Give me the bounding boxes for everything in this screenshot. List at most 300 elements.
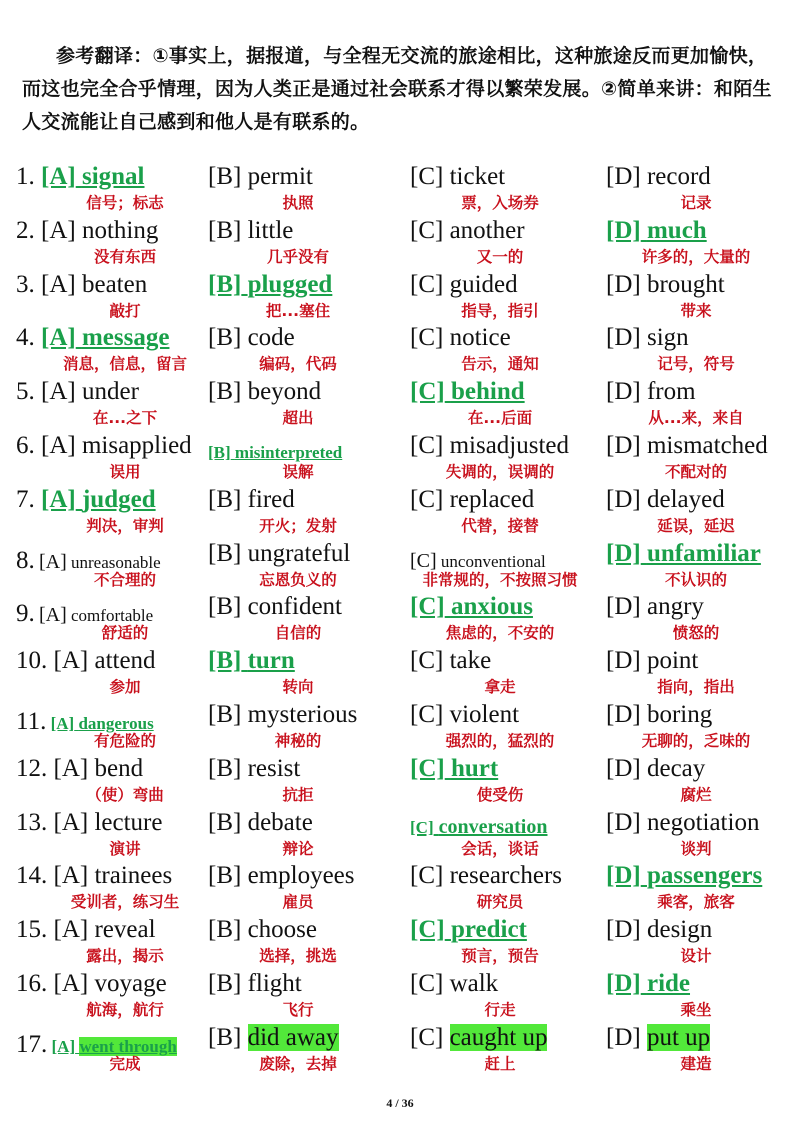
option-chinese: 在...之下 [92,409,158,428]
option-english [208,808,313,838]
option-chinese: 带来 [680,301,712,320]
option-english [16,270,147,300]
option-text [606,486,725,513]
option-letter: [B] [208,754,242,782]
option-word: conversation [438,815,548,838]
question-row [16,270,792,324]
option-chinese: 记录 [680,194,712,212]
question-number: 12. [16,754,48,782]
option-word: did away [247,1023,339,1051]
option-english [606,270,725,300]
option-english [606,592,704,622]
option-letter: [D] [606,808,641,836]
question-number: 2. [16,216,35,244]
option-letter: [A] [41,431,76,459]
option-word: predict [450,916,527,944]
option-chinese: 在...后面 [467,409,533,428]
option-word: delayed [646,485,725,513]
option-english [606,1023,710,1053]
question-number: 1. [16,163,35,190]
option-word: ticket [449,163,506,190]
option-english [16,915,156,945]
option-word: attend [94,647,156,675]
option-word: ride [646,969,691,997]
option-letter: [D] [606,216,641,244]
option-letter: [A] [51,1036,76,1056]
question-number: 9. [16,600,35,628]
option-word: mysterious [247,700,358,728]
option-text [208,916,317,943]
question-row [16,646,792,700]
question-row [16,216,792,270]
option-english [16,754,143,784]
option-letter: [C] [410,916,445,944]
option-chinese: 无聊的，乏味的 [641,731,751,750]
option-english [410,915,527,945]
option-english [208,754,300,784]
option-english [410,1023,547,1053]
option-letter: [D] [606,916,641,944]
option-english [606,915,712,945]
option-english [606,377,696,407]
option-word: passengers [646,862,763,890]
option-english [410,485,534,515]
option-word: code [247,324,295,352]
option-text [410,163,505,190]
option-letter: [A] [41,270,76,298]
option-letter: [D] [606,647,641,675]
option-text [410,217,525,244]
option-english [606,646,698,676]
option-letter: [C] [410,754,445,782]
option-chinese: 记号，符号 [657,355,735,374]
option-text [208,378,321,405]
option-english [410,377,525,407]
question-row [16,377,792,431]
option-word: signal [81,163,145,190]
question-number: 16. [16,969,48,997]
option-letter: [D] [606,862,641,890]
correct-answer [41,163,145,190]
option-chinese: 使受伤 [476,785,524,804]
option-chinese: 拿走 [484,678,516,697]
option-chinese: 误解 [282,462,314,481]
option-english [410,646,491,676]
option-letter: [D] [606,754,641,782]
option-word: behind [450,378,525,406]
option-word: angry [646,593,704,621]
option-letter: [C] [410,1023,444,1051]
question-row [16,431,792,485]
option-chinese: 辩论 [282,839,314,858]
option-word: message [81,324,170,352]
option-english [16,377,139,407]
correct-answer [208,443,342,462]
option-english [606,162,711,192]
correct-answer [606,862,762,889]
option-letter: [C] [410,647,444,675]
option-word: confident [247,593,342,621]
option-chinese: 延误，延迟 [657,516,735,535]
option-word: flight [247,969,302,997]
option-english [208,592,342,622]
option-letter: [D] [606,270,641,298]
option-text [54,916,156,943]
option-word: anxious [450,593,533,621]
option-word: ungrateful [247,539,351,567]
option-letter: [A] [41,324,76,352]
option-letter: [C] [410,378,445,406]
option-text [606,755,705,782]
option-word: choose [247,916,317,944]
option-letter: [B] [208,862,242,890]
option-word: reveal [94,916,156,944]
option-text [208,324,295,351]
option-letter: [B] [208,700,242,728]
question-number: 10. [16,647,48,675]
option-letter: [C] [410,593,445,621]
option-word: negotiation [646,808,760,836]
question-number: 14. [16,862,48,890]
option-chinese: 飞行 [282,1000,314,1019]
option-text [606,916,712,943]
correct-answer [41,486,156,513]
option-chinese: 误用 [109,462,141,481]
option-english [16,162,145,192]
option-word: unreasonable [71,552,161,572]
option-letter: [B] [208,539,242,567]
option-word: notice [449,324,511,352]
option-word: little [247,216,294,244]
option-letter: [D] [606,1023,641,1051]
option-chinese: 判决，审判 [86,516,164,535]
option-letter: [B] [208,216,242,244]
option-english [410,592,533,622]
option-english [16,861,172,891]
option-word: walk [449,969,499,997]
option-text [606,593,704,620]
option-text [410,324,511,351]
option-letter: [A] [53,969,89,997]
option-text [410,701,519,728]
option-english [410,861,562,891]
correct-answer [41,324,169,351]
option-english [208,485,295,515]
option-chinese: （使）弯曲 [86,785,164,804]
option-chinese: 赶上 [484,1054,516,1073]
option-word: plugged [247,270,333,298]
question-number: 17. [16,1030,48,1058]
option-letter: [D] [606,593,641,621]
option-text [208,970,302,997]
option-letter: [A] [41,485,76,513]
option-letter: [C] [410,163,444,190]
option-english [208,861,355,891]
option-english [16,808,162,838]
correct-answer [606,970,690,997]
option-english [208,162,313,192]
question-number: 13. [16,808,48,836]
option-chinese: 抗拒 [282,785,314,804]
option-english [410,323,511,353]
question-row [16,592,792,646]
option-text [208,1024,339,1051]
option-text [41,432,192,459]
option-chinese: 完成 [109,1054,141,1073]
option-english [16,216,158,246]
option-chinese: 不配对的 [664,462,727,481]
question-row [16,808,792,862]
option-word: went through [79,1036,177,1056]
correct-answer [606,540,761,567]
option-english [410,969,498,999]
option-chinese: 神秘的 [274,731,322,750]
option-word: guided [449,270,518,298]
option-letter: [B] [208,808,242,836]
question-row [16,861,792,915]
option-text [208,755,300,782]
option-chinese: 忘恩负义的 [259,570,337,589]
option-english [208,323,295,353]
option-english [410,270,518,300]
option-word: record [646,163,711,190]
option-letter: [A] [53,862,89,890]
option-letter: [A] [39,604,67,627]
correct-answer [410,593,533,620]
option-text [208,862,355,889]
reference-translation [22,40,784,139]
question-number: 4. [16,324,35,352]
option-chinese: 废除，去掉 [259,1054,337,1073]
option-chinese: 预言，预告 [461,947,539,966]
option-text [54,970,167,997]
option-text [208,701,357,728]
option-text [606,271,725,298]
option-word: sign [646,324,689,352]
option-english [208,216,293,246]
option-english [16,969,167,999]
option-word: boring [646,700,713,728]
correct-answer [606,217,707,244]
option-english [606,969,690,999]
option-english [606,539,761,569]
option-word: unconventional [440,551,546,571]
option-chinese: 非常规的，不按照习惯 [422,570,578,589]
option-text [54,809,163,836]
option-letter: [D] [606,700,641,728]
option-chinese: 腐烂 [680,785,712,804]
option-word: debate [247,808,313,836]
option-text [41,378,139,405]
option-word: misadjusted [449,431,570,459]
option-english [16,323,169,353]
option-chinese: 谈判 [680,839,712,858]
option-letter: [A] [53,808,89,836]
option-chinese: 会话，谈话 [461,839,539,858]
option-chinese: 受训者，练习生 [70,893,180,912]
option-english [606,323,689,353]
option-english [208,915,317,945]
question-row [16,1023,792,1077]
option-text [208,540,350,567]
question-row [16,754,792,808]
option-letter: [C] [410,817,434,837]
vocabulary-list [16,162,792,1077]
option-chinese: 演讲 [109,839,141,858]
option-word: researchers [449,862,562,890]
option-word: design [646,916,713,944]
option-chinese: 自信的 [274,624,322,643]
option-chinese: 信号；标志 [86,194,164,212]
option-text [606,324,689,351]
option-word: point [646,647,699,675]
option-word: from [646,378,696,406]
option-chinese: 从...来，来自 [648,409,744,428]
option-letter: [D] [606,163,641,190]
option-chinese: 指向，指出 [657,678,735,697]
option-letter: [A] [39,550,67,573]
correct-answer [410,378,525,405]
option-letter: [B] [208,378,242,406]
option-chinese: 有危险的 [93,731,156,750]
option-word: nothing [81,216,159,244]
correct-answer [208,647,295,674]
option-chinese: 露出，揭示 [86,947,164,966]
option-letter: [B] [208,442,231,462]
option-letter: [B] [208,647,242,675]
option-text [606,1024,710,1051]
option-letter: [D] [606,324,641,352]
option-chinese: 设计 [680,947,712,966]
option-english [208,1023,339,1053]
option-word: beaten [81,270,148,298]
question-number: 3. [16,270,35,298]
option-chinese: 雇员 [282,893,314,912]
option-letter: [B] [208,1023,242,1051]
option-chinese: 执照 [282,194,314,212]
option-word: decay [646,754,706,782]
option-chinese: 许多的，大量的 [641,247,751,266]
question-row [16,915,792,969]
option-letter: [A] [53,754,89,782]
correct-answer [208,271,332,298]
option-word: replaced [449,485,535,513]
option-letter: [C] [410,700,444,728]
option-chinese: 不认识的 [664,570,727,589]
question-row [16,700,792,754]
option-chinese: 焦虑的，不安的 [445,624,555,643]
option-text [606,163,711,190]
option-text [410,271,518,298]
page-number: 4 / 36 [386,1096,414,1110]
option-english [410,162,505,192]
option-letter: [A] [41,216,76,244]
option-word: dangerous [78,713,154,733]
option-letter: [D] [606,969,641,997]
option-letter: [C] [410,270,444,298]
correct-answer [410,755,498,782]
option-letter: [C] [410,485,444,513]
option-letter: [B] [208,485,242,513]
question-row [16,162,792,216]
option-english [606,754,705,784]
option-chinese: 票，入场券 [461,194,539,212]
option-english [606,216,707,246]
option-chinese: 消息，信息，留言 [62,355,187,374]
option-english [16,646,156,676]
option-text [606,809,759,836]
option-text [54,755,144,782]
translation-paragraph: 参考翻译：①事实上，据报道，与全程无交流的旅途相比，这种旅途反而更加愉快，而这也完全合乎情理，因为人类正是通过社会联系才得以繁荣发展。②简单来讲：和陌生人交流能让自己感到和他人是有联系的。 [22,45,772,133]
question-number: 15. [16,916,48,944]
option-chinese: 愤怒的 [672,624,720,643]
option-english [606,700,712,730]
option-text [208,163,313,190]
option-chinese: 告示，通知 [461,355,539,374]
option-letter: [A] [41,378,76,406]
option-chinese: 研究员 [476,893,524,912]
option-text [606,701,712,728]
option-text [208,593,342,620]
option-word: beyond [247,378,322,406]
question-number: 8. [16,546,35,574]
option-letter: [B] [208,324,242,352]
question-row [16,323,792,377]
option-chinese: 转向 [282,678,314,697]
option-letter: [A] [41,163,76,190]
option-english [16,431,192,461]
option-word: under [81,378,139,406]
option-chinese: 没有东西 [93,247,156,266]
option-chinese: 超出 [282,409,314,428]
option-text [606,432,768,459]
option-chinese: 选择，挑选 [259,947,337,966]
option-chinese: 把...塞住 [265,301,331,320]
option-word: misinterpreted [234,442,343,462]
option-letter: [D] [606,539,641,567]
option-word: brought [646,270,725,298]
option-word: bend [94,754,144,782]
option-letter: [D] [606,378,641,406]
option-english [606,485,725,515]
option-english [606,861,762,891]
option-letter: [C] [410,549,437,572]
option-text [208,486,295,513]
option-english [208,539,350,569]
option-word: mismatched [646,431,768,459]
correct-answer [410,816,548,838]
option-chinese: 代替，接替 [461,516,539,535]
option-letter: [C] [410,431,444,459]
option-text [208,809,313,836]
option-english [208,270,332,300]
option-word: take [449,647,492,675]
option-chinese: 开火；发射 [259,516,337,535]
option-text [410,970,498,997]
question-number: 11. [16,707,47,735]
option-word: comfortable [71,606,154,626]
option-chinese: 行走 [484,1000,516,1019]
option-letter: [C] [410,324,444,352]
option-chinese: 建造 [680,1054,712,1073]
option-letter: [D] [606,485,641,513]
option-chinese: 编码，代码 [259,355,337,374]
correct-answer [410,916,527,943]
option-text [606,647,698,674]
option-letter: [D] [606,431,641,459]
option-letter: [C] [410,216,444,244]
option-word: turn [247,647,295,675]
